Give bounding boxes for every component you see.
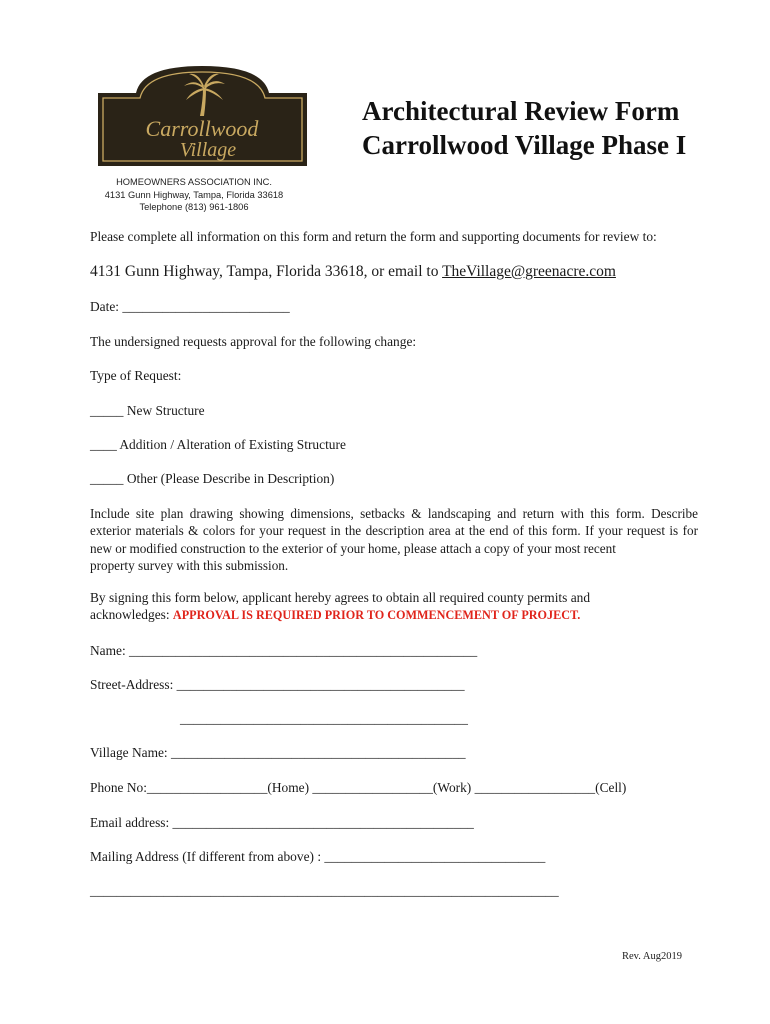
carrollwood-village-logo (92, 66, 313, 172)
option-addition-alteration[interactable]: ____ Addition / Alteration of Existing Structure (90, 437, 346, 452)
agreement-line1: By signing this form below, applicant hereby agrees to obtain all required county permits and (90, 590, 591, 605)
approval-warning: APPROVAL IS REQUIRED PRIOR TO COMMENCEMENT OF PROJECT. (172, 608, 581, 622)
mailing-address-line2[interactable]: ______________________________________________________________________ (90, 883, 559, 898)
association-info (88, 176, 300, 214)
association-address: 4131 Gunn Highway, Tampa, Florida 33618 (104, 189, 284, 200)
request-intro: The undersigned requests approval for the following change: (90, 334, 417, 349)
phone-field[interactable]: Phone No:__________________(Home) __________________(Work) __________________(Cell) (90, 780, 627, 795)
site-plan-instructions (90, 505, 698, 574)
site-plan-last-line: property survey with this submission. (90, 557, 289, 573)
return-address (90, 263, 616, 281)
title-line2: Carrollwood Village Phase I (362, 130, 687, 160)
street-address-line2[interactable]: ___________________________________________ (180, 711, 468, 726)
email-address-field[interactable]: Email address: _____________________________________________ (90, 815, 474, 830)
logo-line2: Village (179, 139, 237, 161)
name-field[interactable]: Name: ____________________________________________________ (90, 643, 478, 658)
revision-date: Rev. Aug2019 (622, 951, 682, 962)
agreement-line2 (90, 607, 580, 623)
village-name-field[interactable]: Village Name: ____________________________________________ (90, 745, 466, 760)
request-type-label: Type of Request: (90, 368, 182, 383)
association-name: HOMEOWNERS ASSOCIATION INC. (116, 177, 272, 187)
form-title (362, 94, 686, 162)
agreement-prefix: acknowledges: (90, 607, 173, 622)
association-phone: Telephone (813) 961-1806 (139, 202, 249, 212)
site-plan-body: Include site plan drawing showing dimensions, setbacks & landscaping and return with this form. Describe exterior materials & colors for your request in the description area at the end of this form. If your request is for new or modified construction to the exterior of your home, please attach a copy of your most recent (90, 506, 698, 556)
email-link[interactable]: TheVillage@greenacre.com (442, 263, 616, 280)
date-field[interactable]: Date: _________________________ (90, 299, 290, 314)
title-line1: Architectural Review Form (362, 96, 680, 126)
logo-line1: Carrollwood (145, 116, 259, 141)
instructions: Please complete all information on this form and return the form and supporting documents for review to: (90, 229, 657, 244)
street-address-field[interactable]: Street-Address: ___________________________________________ (90, 677, 465, 692)
option-new-structure[interactable]: _____ New Structure (90, 403, 205, 418)
return-address-text: 4131 Gunn Highway, Tampa, Florida 33618, or email to (90, 263, 443, 280)
option-other[interactable]: _____ Other (Please Describe in Description) (90, 471, 335, 486)
mailing-address-field[interactable]: Mailing Address (If different from above) : _________________________________ (90, 849, 546, 864)
